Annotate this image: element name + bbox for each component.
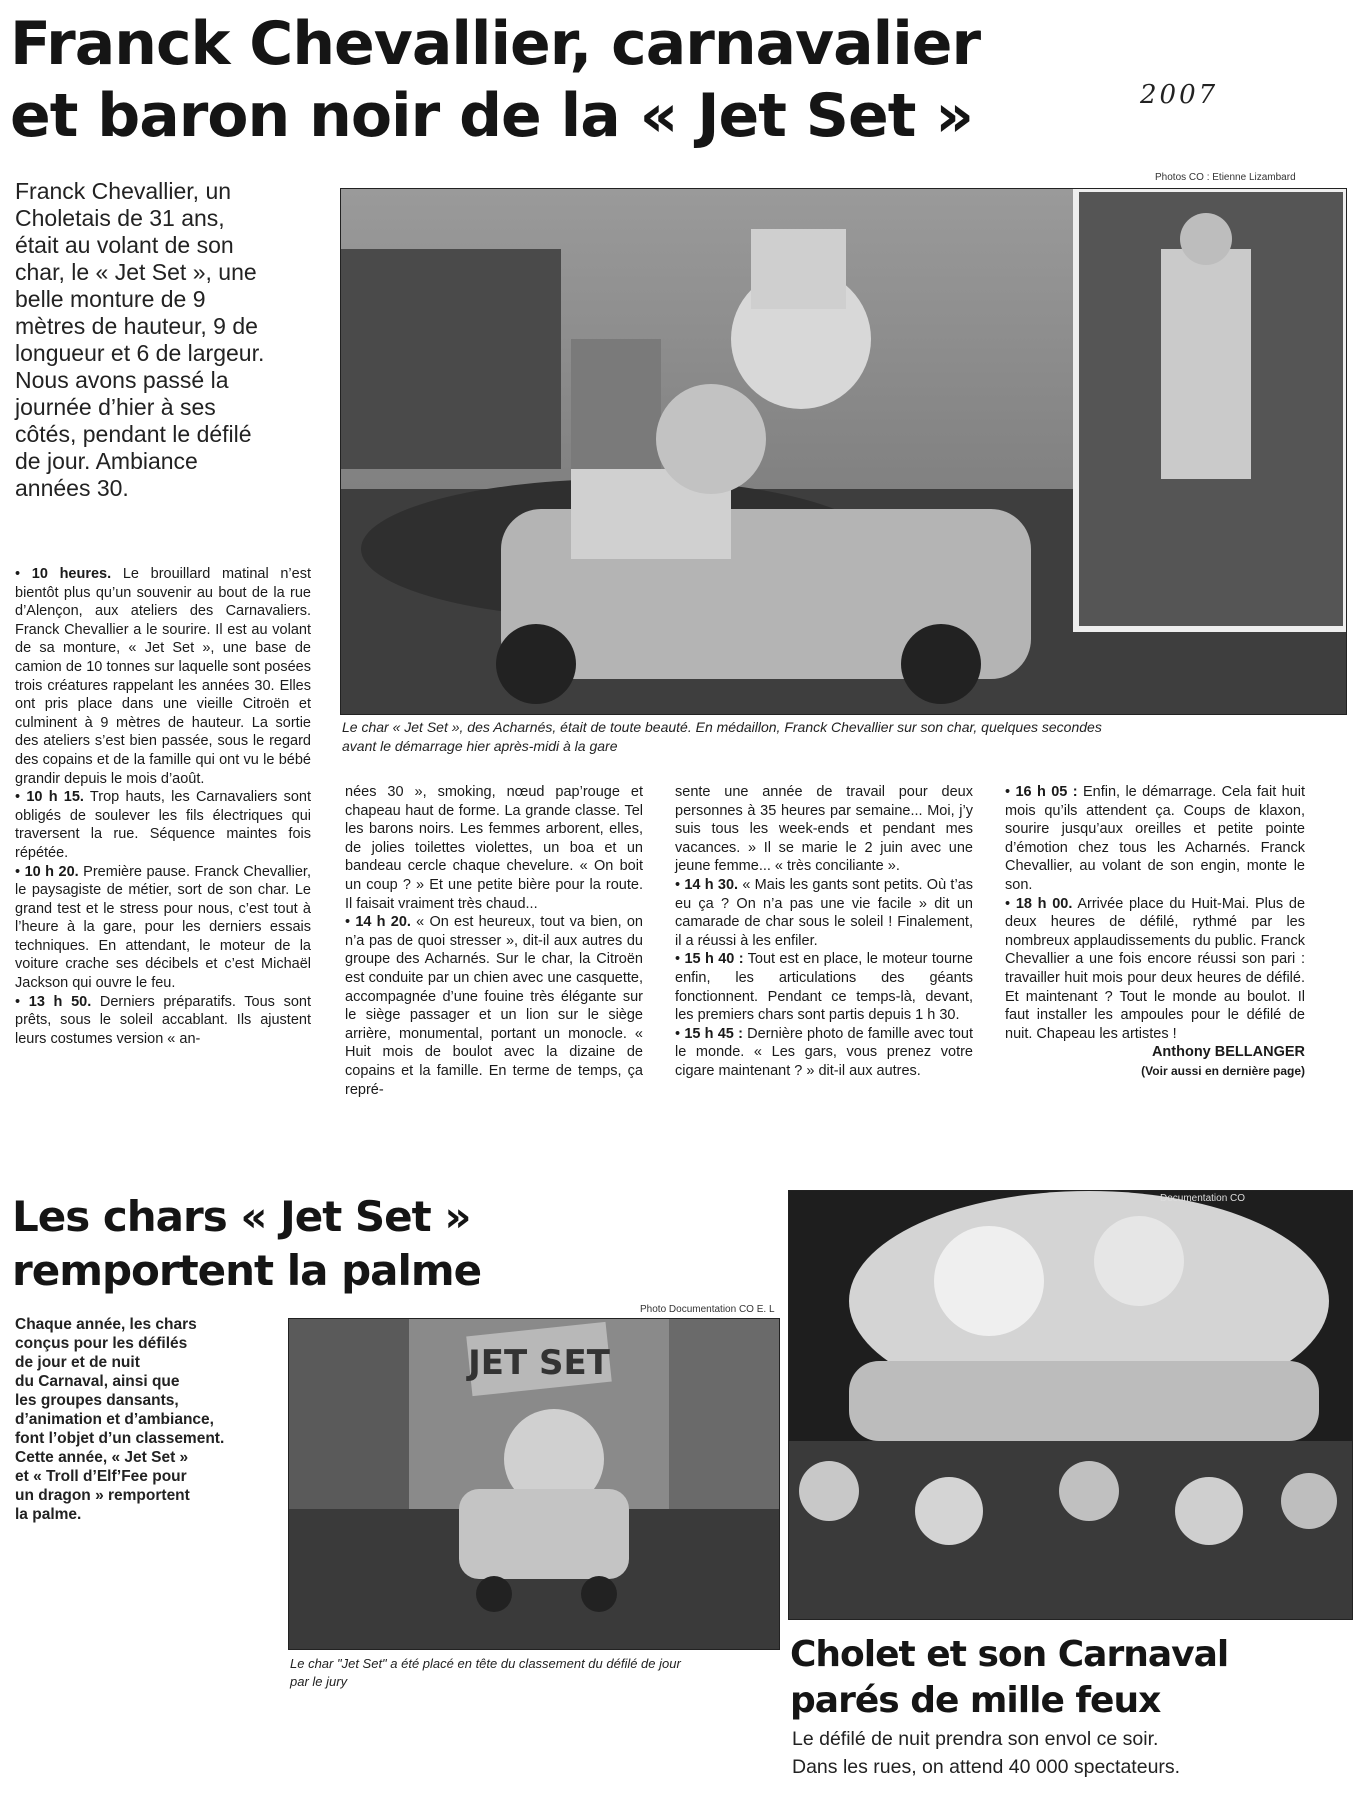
section2-photo-credit: Photo Documentation CO E. L bbox=[640, 1304, 775, 1315]
intro-line: et « Troll d’Elf’Fee pour bbox=[15, 1468, 187, 1485]
main-photo-jet-set-float bbox=[340, 188, 1347, 715]
lead-line: années 30. bbox=[15, 475, 129, 501]
lead-line: côtés, pendant le défilé bbox=[15, 421, 252, 447]
timeline-entry: • 14 h 20. « On est heureux, tout va bien, on n’a pas de quoi stresser », dit-il aux autres du groupe des Acharnés. Sur le char, la Citroën est conduite par un chien avec une casquette, accompagnée d’une fouine très élégante sur le siège passager et un lion sur le siège arrière, monumental, portant un monocle. « Huit mois de boulot avec la dizaine de copains et la famille. En terme de temps, ça repré- bbox=[345, 914, 644, 1098]
title-line-1: Franck Chevallier, carnavalier bbox=[10, 9, 981, 79]
caption-line-1: Le char « Jet Set », des Acharnés, était de toute beauté. En médaillon, Franck Chevallier sur son char, quelques secondes bbox=[342, 719, 1102, 735]
article-column-4 bbox=[1005, 783, 1305, 1081]
intro-line: un dragon » remportent bbox=[15, 1487, 190, 1504]
main-photo-caption bbox=[342, 718, 1342, 756]
section3-subtitle bbox=[792, 1725, 1352, 1781]
timeline-time: 13 h 50. bbox=[28, 993, 92, 1010]
section2-title-line-1: Les chars « Jet Set » bbox=[12, 1192, 471, 1241]
caption-line-2: avant le démarrage hier après-midi à la gare bbox=[342, 738, 618, 754]
caption-line-1: Le char "Jet Set" a été placé en tête du classement du défilé de jour bbox=[290, 1656, 681, 1671]
section2-photo-caption bbox=[290, 1655, 780, 1691]
timeline-time: 10 h 15. bbox=[26, 789, 84, 806]
article-column-1 bbox=[15, 565, 311, 1048]
timeline-entry: • 13 h 50. Derniers préparatifs. Tous sont prêts, sous le soleil accablant. Ils ajustent leurs costumes version « an- bbox=[15, 993, 312, 1047]
intro-line: d’animation et d’ambiance, bbox=[15, 1411, 214, 1428]
lead-line: longueur et 6 de largeur. bbox=[15, 340, 265, 366]
intro-line: du Carnaval, ainsi que bbox=[15, 1373, 180, 1390]
intro-line: Chaque année, les chars bbox=[15, 1316, 197, 1333]
section2-intro bbox=[15, 1315, 295, 1524]
paragraph-continued: nées 30 », smoking, nœud pap’rouge et chapeau haut de forme. La grande classe. Tel les barons noirs. Les femmes arborent, elles, de jolies toilettes violettes, un boa et un bandeau cercle chaque chevelure. « On boit un coup ? » Et une petite bière pour la route. Il faisait vraiment très chaud... bbox=[345, 784, 643, 912]
article-column-2 bbox=[345, 783, 643, 1099]
paragraph-continued: sente une année de travail pour deux personnes à 35 heures par semaine... Moi, j’y suis tous les week-ends et pendant mes vacances. » Il se marie le 2 juin avec une jeune femme... « très conciliante ». bbox=[675, 784, 973, 875]
photo-credit: Photos CO : Etienne Lizambard bbox=[1155, 172, 1296, 183]
subtitle-line: Le défilé de nuit prendra son envol ce soir. bbox=[792, 1728, 1159, 1750]
section3-photo-credit: Documentation CO bbox=[1160, 1193, 1246, 1204]
lead-line: de jour. Ambiance bbox=[15, 448, 198, 474]
intro-line: les groupes dansants, bbox=[15, 1392, 179, 1409]
lead-line: char, le « Jet Set », une bbox=[15, 259, 257, 285]
section3-title-line-1: Cholet et son Carnaval bbox=[790, 1634, 1229, 1675]
see-also-note: (Voir aussi en dernière page) bbox=[1141, 1063, 1305, 1078]
timeline-entry: • 18 h 00. Arrivée place du Huit-Mai. Plus de deux heures de défilé, rythmé par les nombreux applaudissements du public. Franck Chevallier a une fois encore réussi son pari : travailler huit mois pour deux heures de défilé. Et maintenant ? Tout le monde au boulot. Il faut installer les ampoules pour le défilé de nuit. Chapeau les artistes ! bbox=[1005, 895, 1306, 1042]
subtitle-line: Dans les rues, on attend 40 000 spectateurs. bbox=[792, 1756, 1181, 1778]
section3-title-line-2: parés de mille feux bbox=[790, 1680, 1161, 1721]
intro-line: la palme. bbox=[15, 1506, 82, 1523]
timeline-text: Dernière photo de famille avec tout le monde. « Les gars, vous prenez votre cigare maintenant ? » dit-il aux autres. bbox=[675, 1025, 974, 1079]
timeline-time: 14 h 30. bbox=[684, 876, 739, 893]
page-title bbox=[10, 8, 1020, 152]
lead-line: Franck Chevallier, un bbox=[15, 178, 232, 204]
lead-line: Nous avons passé la bbox=[15, 367, 229, 393]
timeline-entry: • 10 h 20. Première pause. Franck Chevallier, le paysagiste de métier, sort de son char. Le grand test et le stress pour nous, c’est tout à l’heure à la gare, pour les derniers essais techniques. En attendant, le moteur de la voiture crache ses décibels et c’est Michaël Jackson qui ouvre le feu. bbox=[15, 863, 311, 992]
timeline-time: 15 h 45 : bbox=[684, 1025, 743, 1042]
article-column-3 bbox=[675, 783, 973, 1081]
timeline-text: Arrivée place du Huit-Mai. Plus de deux heures de défilé, rythmé par les nombreux applaudissements du public. Franck Chevallier a une fois encore réussi son pari : travailler huit mois pour deux heures de défilé. Et maintenant ? Tout le monde au boulot. Il faut installer les ampoules pour le défilé de nuit. Chapeau les artistes ! bbox=[1005, 895, 1306, 1042]
intro-line: Cette année, « Jet Set » bbox=[15, 1449, 189, 1466]
lead-line: était au volant de son bbox=[15, 232, 234, 258]
timeline-time: 10 h 20. bbox=[24, 863, 79, 880]
timeline-time: 14 h 20. bbox=[355, 914, 411, 931]
timeline-entry: • 10 h 15. Trop hauts, les Carnavaliers sont obligés de soulever les fils électriques qui traversent la rue. Séquence maintes fois répétée. bbox=[15, 789, 311, 861]
section3-title bbox=[790, 1632, 1360, 1724]
timeline-text: Enfin, le démarrage. Cela fait huit mois qu’ils attendent ça. Coups de klaxon, sourire jusqu’aux oreilles et petite pointe d’émotion chez tous les Acharnés. Franck Chevallier, au volant de son engin, monte le son. bbox=[1005, 784, 1305, 893]
timeline-entry: • 10 heures. Le brouillard matinal n’est bientôt plus qu’un souvenir au bout de la rue d’Alençon, aux ateliers des Carnavaliers. Franck Chevallier a le sourire. Il est au volant de sa monture, « Jet Set », une base de camion de 10 tonnes sur laquelle sont posées trois créatures rappelant les années 30. Elles ont pris place dans une vieille Citroën et culminent à 9 mètres de hauteur. La sortie des ateliers s’est bien passée, sous le regard des copains et de la famille qui ont vu le bébé grandir depuis le mois d’août. bbox=[15, 566, 311, 787]
timeline-time: 16 h 05 : bbox=[1015, 784, 1078, 800]
title-line-2: et baron noir de la « Jet Set » bbox=[10, 81, 974, 151]
author-signature: Anthony BELLANGER bbox=[1151, 1044, 1305, 1061]
intro-line: font l’objet d’un classement. bbox=[15, 1430, 225, 1447]
timeline-text: Première pause. Franck Chevallier, le paysagiste de métier, sort de son char. Le grand test et le stress pour nous, c’est tout à l’heure à la gare, pour les derniers essais techniques. En attendant, le moteur de la voiture crache ses décibels et c’est Michaël Jackson qui ouvre le feu. bbox=[15, 863, 311, 992]
section2-title-line-2: remportent la palme bbox=[12, 1246, 482, 1295]
timeline-entry: • 15 h 45 : Dernière photo de famille avec tout le monde. « Les gars, vous prenez votre cigare maintenant ? » dit-il aux autres. bbox=[675, 1025, 974, 1079]
lead-paragraph bbox=[15, 178, 335, 502]
timeline-time: 18 h 00. bbox=[1015, 895, 1073, 912]
timeline-entry: • 14 h 30. « Mais les gants sont petits. Où t’as eu ça ? On n’a pas une vie facile » dit un camarade de char sous le soleil ! Finalement, il a réussi à les enfiler. bbox=[675, 876, 973, 949]
timeline-entry: • 16 h 05 : Enfin, le démarrage. Cela fait huit mois qu’ils attendent ça. Coups de klaxon, sourire jusqu’aux oreilles et petite pointe d’émotion chez tous les Acharnés. Franck Chevallier, au volant de son engin, monte le son. bbox=[1005, 784, 1305, 893]
lead-line: belle monture de 9 bbox=[15, 286, 206, 312]
handwritten-year: 2007 bbox=[1140, 80, 1219, 110]
timeline-text: Le brouillard matinal n’est bientôt plus qu’un souvenir au bout de la rue d’Alençon, aux ateliers des Carnavaliers. Franck Chevallier a le sourire. Il est au volant de sa monture, « Jet Set », une base de camion de 10 tonnes sur laquelle sont posées trois créatures rappelant les années 30. Elles ont pris place dans une vieille Citroën et culminent à 9 mètres de hauteur. La sortie des ateliers s’est bien passée, sous le regard des copains et de la famille qui ont vu le bébé grandir depuis le mois d’août. bbox=[15, 566, 311, 787]
float-sign-text: JET SET bbox=[468, 1343, 610, 1383]
intro-line: de jour et de nuit bbox=[15, 1354, 140, 1371]
lead-line: Choletais de 31 ans, bbox=[15, 205, 225, 231]
timeline-text: « On est heureux, tout va bien, on n’a pas de quoi stresser », dit-il aux autres du groupe des Acharnés. Sur le char, la Citroën est conduite par un chien avec une casquette, accompagnée d’une fouine très élégante sur le siège passager et un lion sur le siège arrière, monumental, portant un monocle. « Huit mois de boulot avec la dizaine de copains et la famille. En terme de temps, ça repré- bbox=[345, 914, 644, 1098]
section2-photo-float-crowd bbox=[288, 1318, 780, 1650]
timeline-time: 15 h 40 : bbox=[684, 951, 744, 968]
timeline-text: « Mais les gants sont petits. Où t’as eu ça ? On n’a pas une vie facile » dit un camarade de char sous le soleil ! Finalement, il a réussi à les enfiler. bbox=[675, 876, 973, 949]
timeline-entry: • 15 h 40 : Tout est en place, le moteur tourne enfin, les articulations des géants fonctionnent. Pendant ce temps-là, devant, les premiers chars sont partis depuis 1 h 30. bbox=[675, 951, 973, 1024]
caption-line-2: par le jury bbox=[290, 1674, 348, 1689]
timeline-text: Trop hauts, les Carnavaliers sont obligés de soulever les fils électriques qui traversent la rue. Séquence maintes fois répétée. bbox=[15, 789, 311, 861]
lead-line: journée d’hier à ses bbox=[15, 394, 216, 420]
timeline-time: 10 heures. bbox=[31, 566, 112, 582]
timeline-text: Derniers préparatifs. Tous sont prêts, sous le soleil accablant. Ils ajustent leurs costumes version « an- bbox=[15, 993, 312, 1047]
section2-title bbox=[12, 1190, 482, 1298]
intro-line: conçus pour les défilés bbox=[15, 1335, 188, 1352]
timeline-text: Tout est en place, le moteur tourne enfin, les articulations des géants fonctionnent. Pendant ce temps-là, devant, les premiers chars sont partis depuis 1 h 30. bbox=[675, 951, 973, 1024]
lead-line: mètres de hauteur, 9 de bbox=[15, 313, 258, 339]
section3-photo-night-parade bbox=[788, 1190, 1353, 1620]
